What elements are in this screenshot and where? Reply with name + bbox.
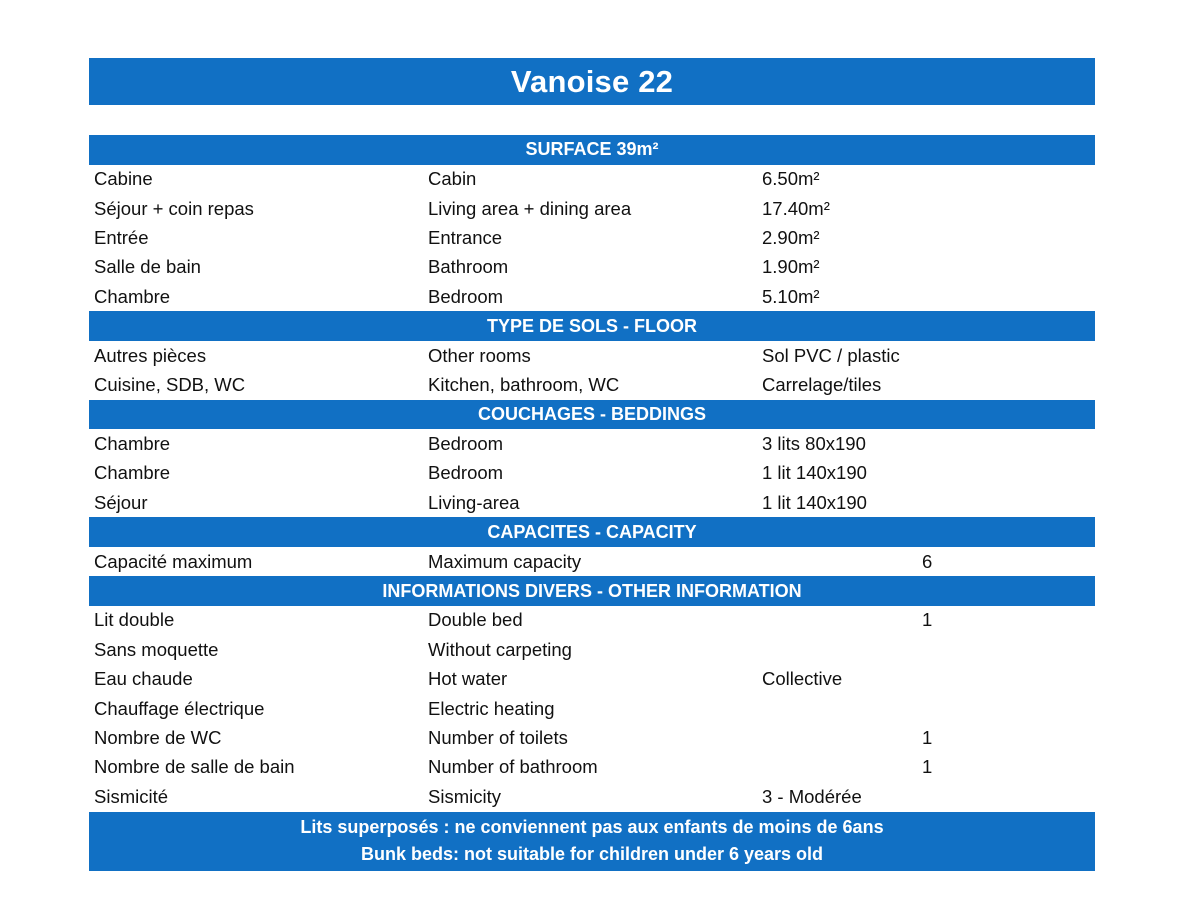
label-en: Bedroom [428, 462, 504, 484]
label-fr: Capacité maximum [94, 550, 253, 572]
label-en: Living area + dining area [428, 197, 632, 219]
value: 3 - Modérée [762, 785, 862, 807]
table-row [89, 694, 1095, 723]
value: 1.90m² [762, 256, 820, 278]
number: 1 [922, 756, 933, 778]
label-en: Kitchen, bathroom, WC [428, 374, 620, 396]
info-table [89, 135, 1095, 871]
label-en: Cabin [428, 168, 477, 190]
label-en: Sismicity [428, 785, 501, 807]
label-fr: Lit double [94, 609, 175, 631]
bunk-bed-warning [89, 812, 1095, 871]
section-header-floor: TYPE DE SOLS - FLOOR [89, 311, 1095, 341]
table-row [89, 429, 1095, 458]
label-fr: Chambre [94, 462, 171, 484]
section-header-other-information: INFORMATIONS DIVERS - OTHER INFORMATION [89, 576, 1095, 606]
value: Sol PVC / plastic [762, 344, 900, 366]
number: 1 [922, 727, 933, 749]
section-header-surface: SURFACE 39m² [89, 135, 1095, 165]
label-fr: Cuisine, SDB, WC [94, 374, 246, 396]
value: Carrelage/tiles [762, 374, 882, 396]
label-fr: Eau chaude [94, 668, 193, 690]
section-header-capacity: CAPACITES - CAPACITY [89, 517, 1095, 547]
value: 6.50m² [762, 168, 820, 190]
value: 2.90m² [762, 226, 820, 248]
table-row [89, 665, 1095, 694]
label-en: Number of toilets [428, 727, 568, 749]
table-row [89, 341, 1095, 370]
label-fr: Séjour [94, 491, 148, 513]
label-en: Bathroom [428, 256, 509, 278]
label-fr: Nombre de WC [94, 727, 222, 749]
label-fr: Chambre [94, 285, 171, 307]
table-row [89, 723, 1095, 752]
table-row [89, 459, 1095, 488]
value: Collective [762, 668, 843, 690]
label-fr: Nombre de salle de bain [94, 756, 295, 778]
label-en: Double bed [428, 609, 523, 631]
label-en: Other rooms [428, 344, 531, 366]
label-en: Maximum capacity [428, 550, 582, 572]
label-fr: Chambre [94, 432, 171, 454]
table-row [89, 547, 1095, 576]
table-row [89, 223, 1095, 252]
label-en: Entrance [428, 226, 503, 248]
table-row [89, 194, 1095, 223]
number: 1 [922, 609, 933, 631]
label-en: Number of bathroom [428, 756, 598, 778]
value: 3 lits 80x190 [762, 432, 866, 454]
table-row [89, 282, 1095, 311]
label-en: Electric heating [428, 697, 555, 719]
label-fr: Cabine [94, 168, 153, 190]
label-fr: Salle de bain [94, 256, 201, 278]
number: 6 [922, 550, 933, 572]
label-fr: Entrée [94, 226, 149, 248]
table-row [89, 782, 1095, 811]
label-en: Bedroom [428, 285, 504, 307]
label-en: Bedroom [428, 432, 504, 454]
label-en: Hot water [428, 668, 508, 690]
section-header-beddings: COUCHAGES - BEDDINGS [89, 400, 1095, 430]
table-row [89, 635, 1095, 664]
table-row [89, 253, 1095, 282]
label-fr: Autres pièces [94, 344, 207, 366]
value: 5.10m² [762, 285, 820, 307]
table-row [89, 753, 1095, 782]
warning-line-en: Bunk beds: not suitable for children under 6 years old [360, 844, 824, 865]
page-title: Vanoise 22 [89, 58, 1095, 105]
table-row [89, 606, 1095, 635]
warning-line-fr: Lits superposés : ne conviennent pas aux enfants de moins de 6ans [300, 817, 884, 838]
table-row [89, 488, 1095, 517]
table-row [89, 370, 1095, 399]
label-fr: Sismicité [94, 785, 169, 807]
label-fr: Séjour + coin repas [94, 197, 254, 219]
label-en: Living-area [428, 491, 520, 513]
value: 17.40m² [762, 197, 830, 219]
value: 1 lit 140x190 [762, 491, 867, 513]
table-row [89, 165, 1095, 194]
label-en: Without carpeting [428, 638, 572, 660]
value: 1 lit 140x190 [762, 462, 867, 484]
label-fr: Sans moquette [94, 638, 219, 660]
label-fr: Chauffage électrique [94, 697, 265, 719]
